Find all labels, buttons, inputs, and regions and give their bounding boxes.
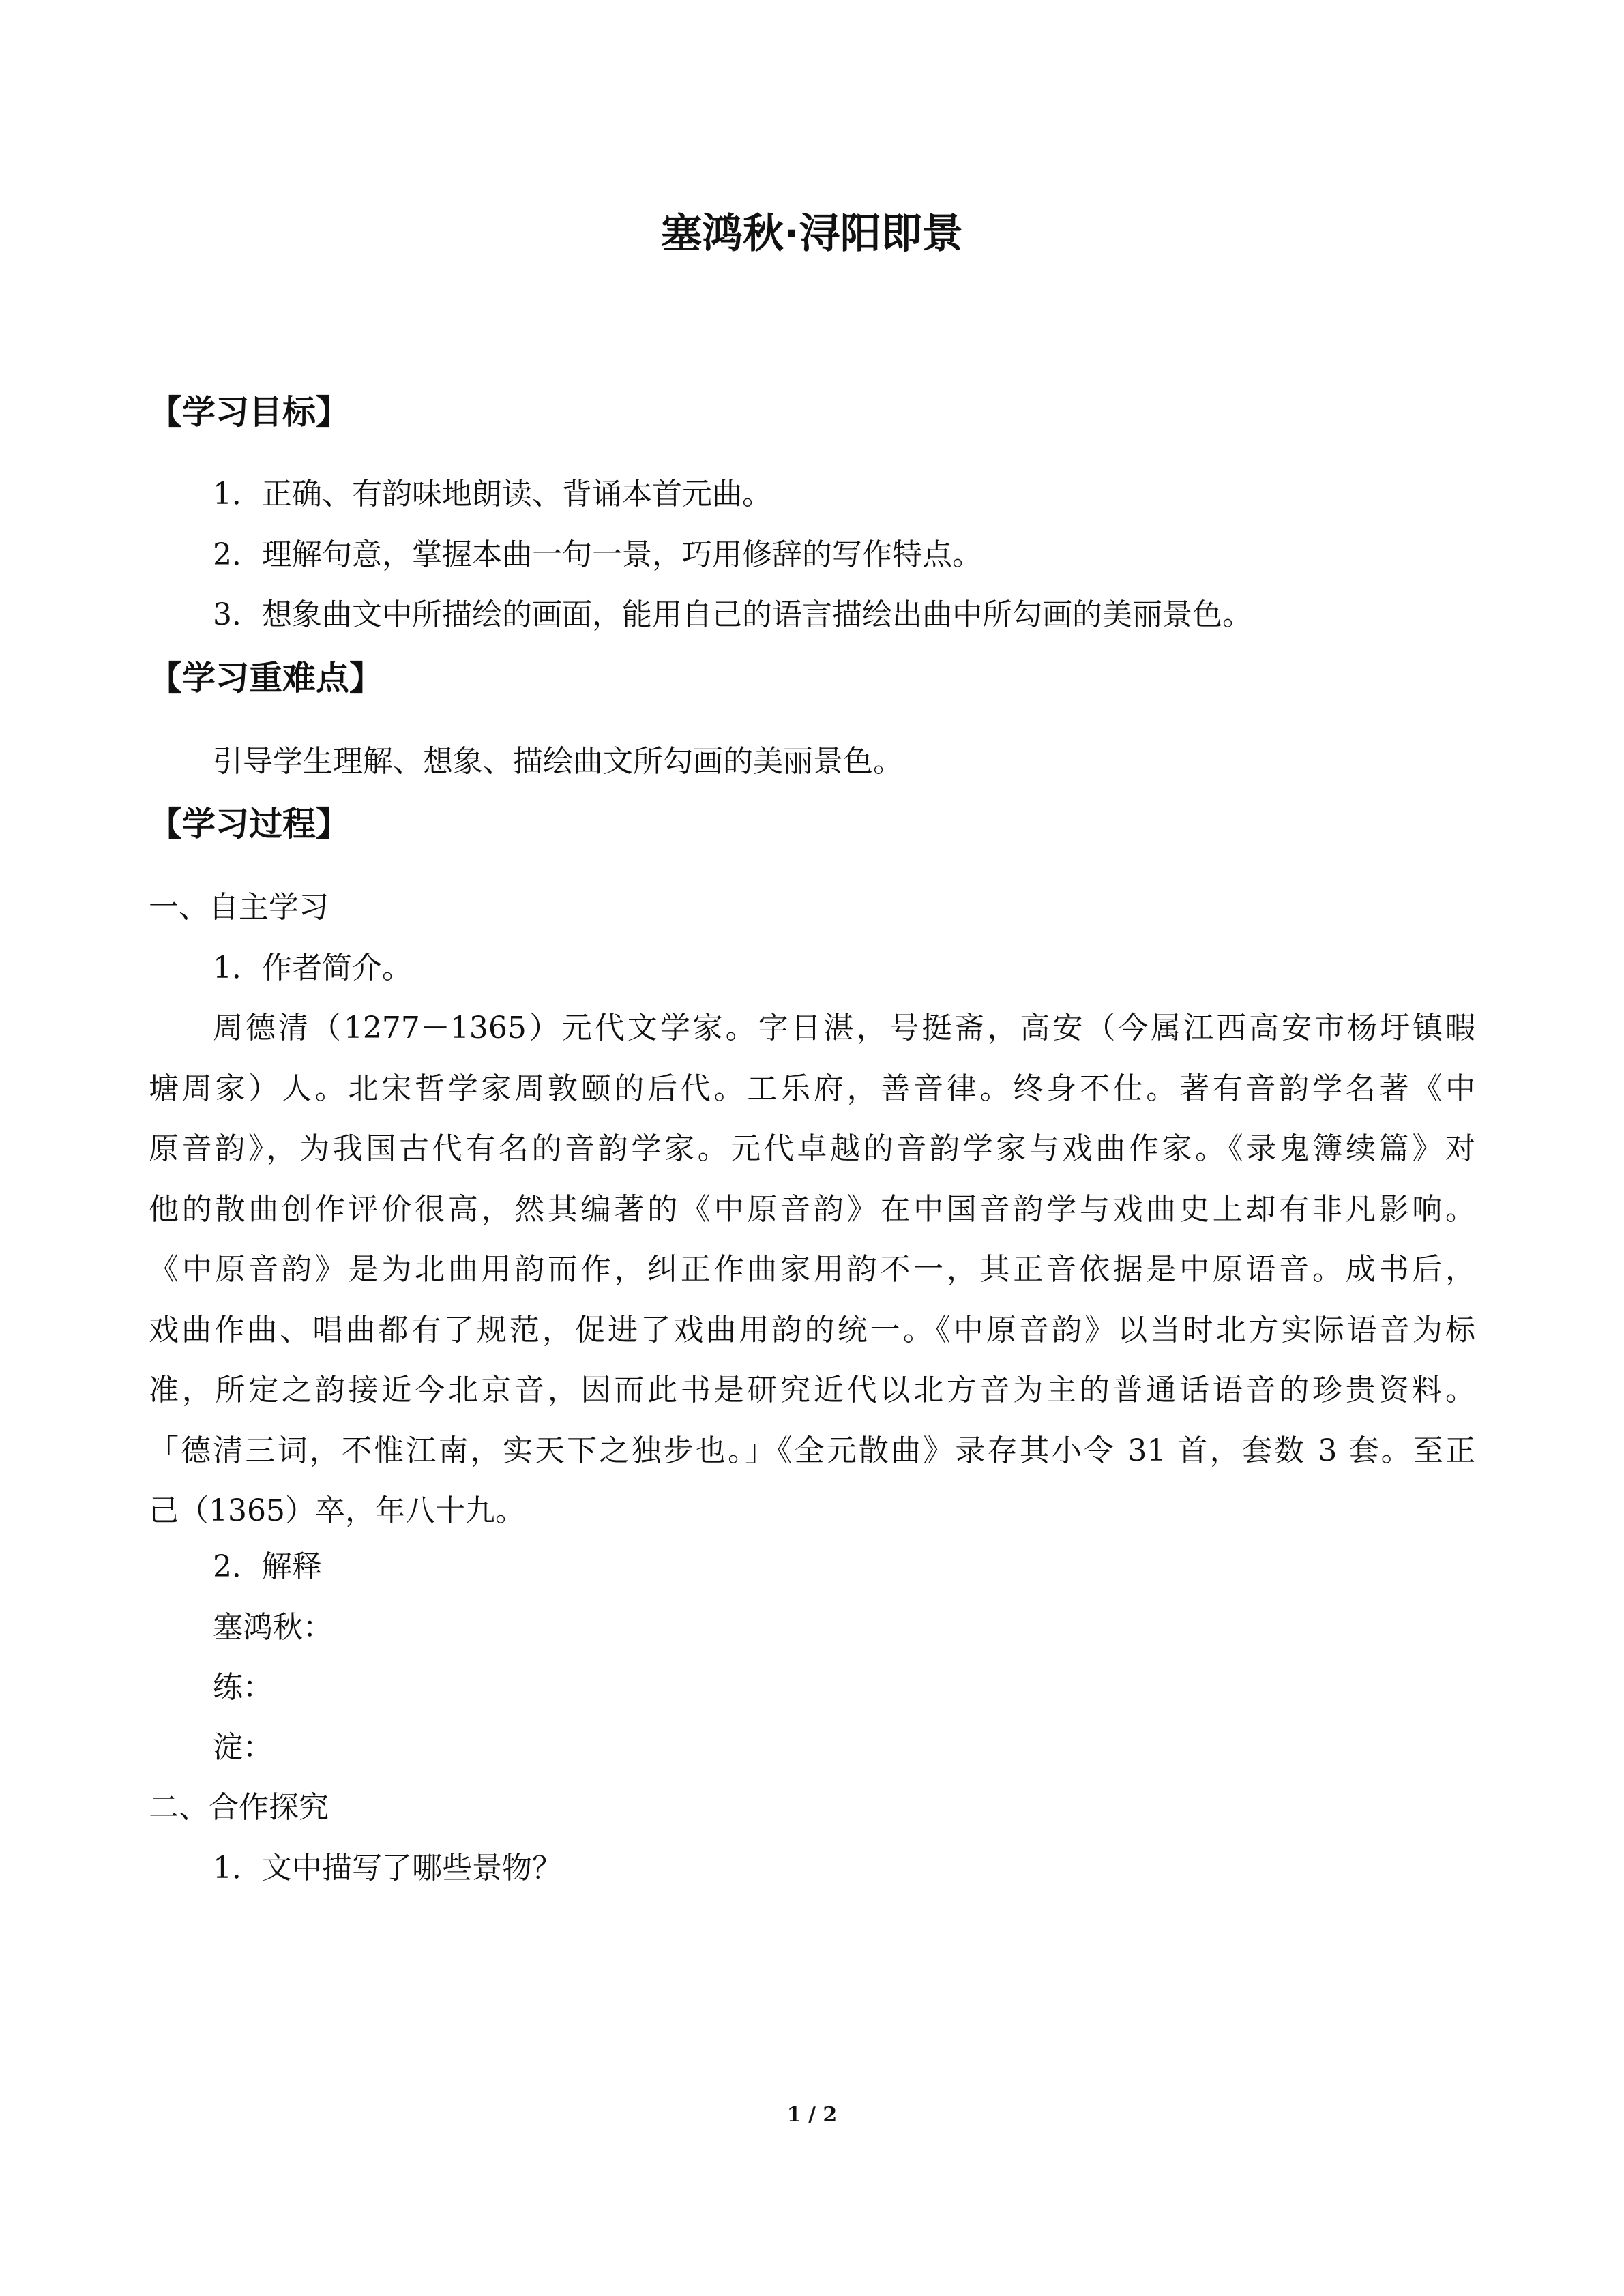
bio-line-3: 原音韵》，为我国古代有名的音韵学家。元代卓越的音韵学家与戏曲作家。《录鬼簿续篇》对 <box>149 1131 1475 1166</box>
bio-line-7: 准，所定之韵接近今北京音，因而此书是研究近代以北方音为主的普通话语音的珍贵资料。 <box>149 1373 1475 1407</box>
term-dian: 淀： <box>213 1730 273 1765</box>
part-1-title: 一、自主学习 <box>149 890 329 925</box>
page-number: 1 / 2 <box>786 2103 838 2127</box>
section-heading-process: 【学习过程】 <box>149 805 350 844</box>
section-heading-goals: 【学习目标】 <box>149 393 350 432</box>
author-bio-paragraph <box>149 998 1475 1542</box>
page-title: 塞鸿秋·浔阳即景 <box>661 210 963 258</box>
bio-line-9: 己（1365）卒，年八十九。 <box>149 1493 525 1528</box>
bio-line-4: 他的散曲创作评价很高，然其编著的《中原音韵》在中国音韵学与戏曲史上却有非凡影响。 <box>149 1191 1475 1227</box>
goal-item-3: 3．想象曲文中所描绘的画面，能用自己的语言描绘出曲中所勾画的美丽景色。 <box>213 597 1252 632</box>
goal-item-1: 1．正确、有韵味地朗读、背诵本首元曲。 <box>213 477 772 511</box>
part-1-item-2: 2．解释 <box>213 1549 322 1584</box>
bio-line-1: 周德清（1277－1365）元代文学家。字日湛，号挺斋，高安（今属江西高安市杨圩镇暇 <box>213 1011 1475 1045</box>
bio-line-8: 「德清三词，不惟江南，实天下之独步也。」《全元散曲》录存其小令 31 首，套数 3 套。至正 <box>149 1433 1475 1468</box>
term-lian: 练： <box>213 1670 273 1705</box>
part-2-title: 二、合作探究 <box>149 1790 329 1825</box>
goal-item-2: 2．理解句意，掌握本曲一句一景，巧用修辞的写作特点。 <box>213 537 982 572</box>
key-points-text: 引导学生理解、想象、描绘曲文所勾画的美丽景色。 <box>213 744 903 779</box>
bio-line-2: 塘周家）人。北宋哲学家周敦颐的后代。工乐府，善音律。终身不仕。著有音韵学名著《中 <box>149 1071 1475 1106</box>
bio-line-6: 戏曲作曲、唱曲都有了规范，促进了戏曲用韵的统一。《中原音韵》以当时北方实际语音为标 <box>149 1312 1475 1347</box>
term-saihongqiu: 塞鸿秋： <box>213 1610 333 1645</box>
part-2-item-1: 1．文中描写了哪些景物？ <box>213 1851 562 1885</box>
bio-line-5: 《中原音韵》是为北曲用韵而作，纠正作曲家用韵不一，其正音依据是中原语音。成书后， <box>149 1252 1475 1287</box>
section-heading-key-points: 【学习重难点】 <box>149 659 383 698</box>
part-1-item-1: 1．作者简介。 <box>213 951 412 985</box>
